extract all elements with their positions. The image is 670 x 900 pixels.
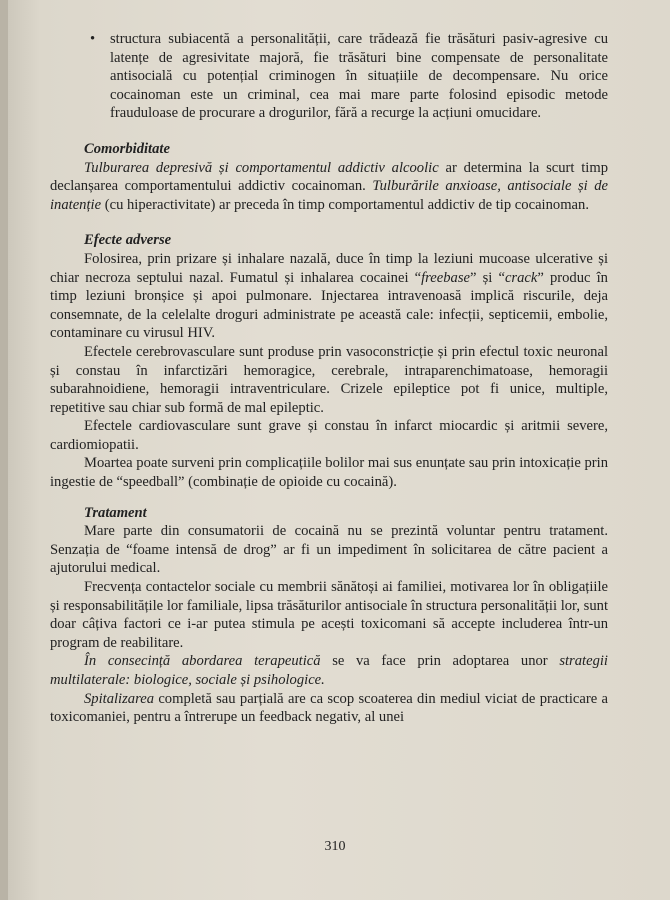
bullet-item bbox=[50, 30, 608, 123]
efecte-p1-text-a: Folosirea, prin prizare și inhalare nazală, duce în timp la leziuni mucoase ulcerative și chiar necroza septului nazal. Fumatul și inhalarea cocainei “ bbox=[50, 250, 608, 286]
comorbiditate-paragraph bbox=[50, 159, 608, 215]
tratament-p3-text-b: se va face prin adoptarea unor bbox=[320, 653, 560, 670]
section-heading-comorbiditate: Comorbiditate bbox=[84, 140, 170, 157]
efecte-p1-italic-crack: crack bbox=[504, 269, 538, 286]
comorbiditate-text-1: ar determina la scurt timp declanșarea comportamentului addictiv cocainoman. bbox=[50, 159, 608, 195]
comorbiditate-text-2: (cu hiperactivitate) ar preceda în timp comportamentul addictiv de tip cocainoman. bbox=[101, 196, 589, 213]
efecte-paragraph-3: Efectele cardiovasculare sunt grave și constau în infarct miocardic și aritmii severe, cardiomiopatii. bbox=[50, 418, 608, 453]
page-spine-shadow bbox=[0, 0, 8, 900]
efecte-p1-italic-freebase: freebase bbox=[421, 269, 471, 286]
tratament-paragraph-4 bbox=[50, 690, 608, 727]
tratament-p3-italic-c: strategii multilaterale: biologice, sociale și psihologice. bbox=[50, 653, 608, 688]
tratament-paragraph-1: Mare parte din consumatorii de cocaină nu se prezintă voluntar pentru tratament. Senzația de “foame intensă de drog” ar fi un impediment în solicitarea de către pacient a ajutorului medical. bbox=[50, 523, 608, 577]
tratament-p3-italic-a: În consecință abordarea terapeutică bbox=[84, 653, 321, 670]
tratament-p4-text-b: completă sau parțială are ca scop scoaterea din mediul viciat de practicare a toxicomaniei, pentru a întrerupe un feedback negativ, al unei bbox=[50, 690, 608, 726]
section-heading-efecte-adverse: Efecte adverse bbox=[84, 232, 172, 249]
efecte-p1-text-e: ” produc în timp leziuni bronșice și apoi pulmonare. Injectarea intravenoasă implică riscurile, deja consemnate, de la celelalte droguri administrate pe această cale: infecții, septicemii, embolie, contaminare cu virusul HIV. bbox=[50, 269, 608, 342]
bullet-marker: • bbox=[90, 31, 96, 47]
efecte-paragraph-1 bbox=[50, 250, 608, 343]
page-number: 310 bbox=[324, 839, 346, 854]
comorbiditate-italic-2: Tulburările anxioase, antisociale și de inatenție bbox=[50, 178, 608, 213]
tratament-paragraph-2: Frecvența contactelor sociale cu membrii sănătoși ai familiei, motivarea lor în obligațiile și responsabilitățile lor familiale, lipsa trăsăturilor antisociale în structura personalității lor, sunt doar câțiva factori ce i-ar putea stimula pe acești toxicomani să accepte includerea într-un program de reabilitare. bbox=[50, 579, 608, 651]
tratament-paragraph-3 bbox=[50, 652, 608, 689]
efecte-p1-text-c: ” și “ bbox=[470, 269, 505, 286]
bullet-text: structura subiacentă a personalității, care trădează fie trăsături pasiv-agresive cu latențe de agresivitate majoră, fie trăsături bine compensate de personalitate antisocială cu potențial criminogen în situațiile de decompensare. Nu orice cocainoman este un criminal, cea mai mare parte folosind episodic metode frauduloase de procurare a drogurilor, fără a recurge la acțiuni omucidare. bbox=[110, 31, 608, 122]
efecte-paragraph-2: Efectele cerebrovasculare sunt produse prin vasoconstricție și prin efectul toxic neuronal și constau în infarctizări hemoragice, cerebrale, intraparenchimatoase, hemoragii subarahnoidiene, hemoragii intraventriculare. Crizele epileptice pot fi unice, multiple, repetitive sau chiar sub formă de mal epileptic. bbox=[50, 343, 608, 416]
comorbiditate-italic-1: Tulburarea depresivă și comportamentul addictiv alcoolic bbox=[84, 159, 439, 176]
section-heading-tratament: Tratament bbox=[84, 504, 147, 521]
tratament-p4-italic-a: Spitalizarea bbox=[84, 690, 154, 707]
efecte-paragraph-4: Moartea poate surveni prin complicațiile bolilor mai sus enunțate sau prin intoxicație prin ingestie de “speedball” (combinație de opioide cu cocaină). bbox=[50, 455, 608, 491]
